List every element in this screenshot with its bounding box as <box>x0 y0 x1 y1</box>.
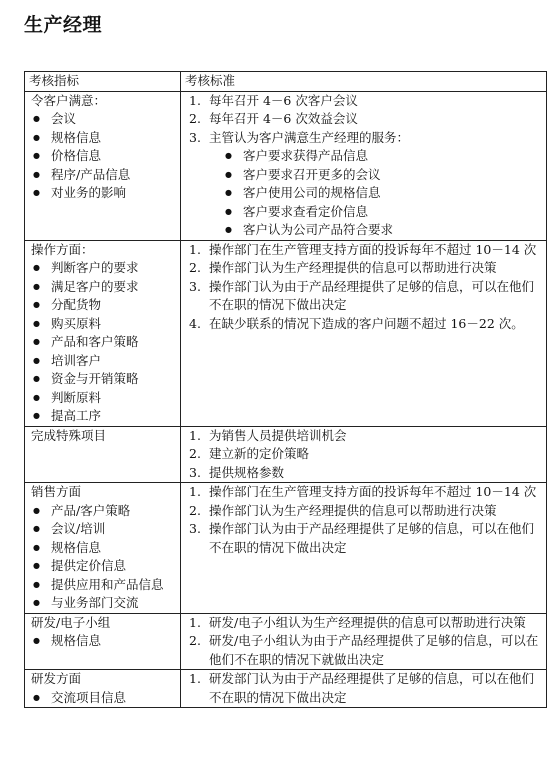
standard-item <box>185 520 542 557</box>
standard-item <box>185 445 542 464</box>
indicator-item: ● 分配货物 <box>29 296 176 315</box>
indicator-category: 研发方面 <box>31 671 82 686</box>
standard-item <box>185 427 542 446</box>
indicator-cell <box>25 613 181 670</box>
standard-number: 1. <box>189 671 201 686</box>
standard-subitem: ● 客户认为公司产品符合要求 <box>223 221 542 240</box>
indicator-item: ● 提高工序 <box>29 407 176 426</box>
standard-number: 3. <box>189 278 201 294</box>
standard-subitem: ● 客户要求获得产品信息 <box>223 147 542 166</box>
standard-subitem: ● 客户使用公司的规格信息 <box>223 184 542 203</box>
standard-item <box>185 278 542 315</box>
indicator-item: ● 价格信息 <box>29 147 176 166</box>
table-row <box>25 670 547 708</box>
indicator-category: 令客户满意： <box>31 92 107 108</box>
standard-number: 1. <box>189 427 201 443</box>
indicator-item: ● 资金与开销策略 <box>29 370 176 389</box>
standard-number: 2. <box>189 260 201 275</box>
standard-number: 1. <box>189 484 201 499</box>
indicator-list <box>29 632 176 651</box>
indicator-list <box>29 502 176 613</box>
indicator-item: ● 与业务部门交流 <box>29 594 176 613</box>
indicator-item: ● 满足客户的要求 <box>29 278 176 297</box>
standard-list <box>185 241 542 334</box>
indicator-item: ● 产品和客户策略 <box>29 333 176 352</box>
standard-list <box>185 483 542 557</box>
standard-text: 每年召开 4－6 次客户会议 <box>209 92 358 108</box>
standard-text: 研发部门认为由于产品经理提供了足够的信息，可以在他们不在职的情况下做出决定 <box>209 671 535 705</box>
table-row <box>25 426 547 483</box>
indicator-item: ● 提供应用和产品信息 <box>29 576 176 595</box>
standard-text: 在缺少联系的情况下造成的客户问题不超过 16－22 次。 <box>209 315 524 331</box>
indicator-cell <box>25 483 181 614</box>
standard-item <box>185 614 542 633</box>
indicator-item: ● 程序/产品信息 <box>29 166 176 185</box>
indicator-item: ● 交流项目信息 <box>29 689 176 708</box>
standard-text: 每年召开 4－6 次效益会议 <box>209 111 358 126</box>
standard-number: 4. <box>189 315 201 331</box>
indicator-cell <box>25 91 181 240</box>
indicator-item: ● 会议/培训 <box>29 520 176 539</box>
standard-list <box>185 670 542 707</box>
standard-text: 操作部门认为由于产品经理提供了足够的信息，可以在他们不在职的情况下做出决定 <box>209 278 535 312</box>
indicator-item: ● 购买原料 <box>29 315 176 334</box>
standard-item <box>185 241 542 260</box>
standard-text: 研发/电子小组认为生产经理提供的信息可以帮助进行决策 <box>209 614 526 630</box>
indicator-item: ● 对业务的影响 <box>29 184 176 203</box>
evaluation-table <box>24 71 547 708</box>
table-row <box>25 240 547 426</box>
standard-item <box>185 632 542 669</box>
indicator-item: ● 规格信息 <box>29 129 176 148</box>
indicator-cell <box>25 240 181 426</box>
indicator-cell <box>25 670 181 708</box>
indicator-category: 销售方面 <box>31 484 82 499</box>
standard-text: 研发/电子小组认为由于产品经理提供了足够的信息，可以在他们不在职的情况下就做出决定 <box>209 633 539 667</box>
indicator-item: ● 判断客户的要求 <box>29 259 176 278</box>
standard-item <box>185 483 542 502</box>
standard-item <box>185 259 542 278</box>
standard-item <box>185 110 542 129</box>
standard-number: 3. <box>189 129 201 145</box>
standard-number: 3. <box>189 521 201 536</box>
indicator-item: ● 培训客户 <box>29 352 176 371</box>
header-standard: 考核标准 <box>181 72 547 92</box>
indicator-item: ● 提供定价信息 <box>29 557 176 576</box>
standard-list <box>185 427 542 483</box>
table-header-row <box>25 72 547 92</box>
standard-text: 操作部门在生产管理支持方面的投诉每年不超过 10－14 次 <box>209 241 537 257</box>
indicator-list <box>29 689 176 708</box>
standard-number: 2. <box>189 502 201 518</box>
indicator-item: ● 判断原料 <box>29 389 176 408</box>
standard-item <box>185 464 542 483</box>
standard-cell <box>181 426 547 483</box>
standard-cell <box>181 483 547 614</box>
indicator-category: 操作方面： <box>31 241 94 257</box>
standard-number: 2. <box>189 111 201 126</box>
standard-text: 提供规格参数 <box>209 464 285 480</box>
indicator-item: ● 规格信息 <box>29 539 176 558</box>
indicator-list <box>29 259 176 426</box>
standard-number: 1. <box>189 92 201 108</box>
standard-item <box>185 670 542 707</box>
standard-item <box>185 315 542 334</box>
standard-number: 2. <box>189 446 201 461</box>
standard-list <box>185 92 542 240</box>
header-indicator: 考核指标 <box>25 72 181 92</box>
standard-cell <box>181 613 547 670</box>
standard-text: 为销售人员提供培训机会 <box>209 427 347 443</box>
indicator-item: ● 产品/客户策略 <box>29 502 176 521</box>
standard-number: 2. <box>189 633 201 648</box>
indicator-category: 研发/电子小组 <box>31 614 111 630</box>
page-title: 生产经理 <box>24 14 103 36</box>
standard-list <box>185 614 542 670</box>
standard-item <box>185 502 542 521</box>
indicator-item: ● 规格信息 <box>29 632 176 651</box>
table-row <box>25 91 547 240</box>
indicator-category: 完成特殊项目 <box>31 427 107 443</box>
standard-cell <box>181 91 547 240</box>
standard-number: 3. <box>189 464 201 480</box>
indicator-cell <box>25 426 181 483</box>
standard-item <box>185 129 542 240</box>
standard-text: 操作部门认为由于产品经理提供了足够的信息，可以在他们不在职的情况下做出决定 <box>209 521 535 555</box>
table-row <box>25 613 547 670</box>
standard-number: 1. <box>189 241 201 257</box>
standard-cell <box>181 240 547 426</box>
standard-item <box>185 92 542 111</box>
standard-cell <box>181 670 547 708</box>
standard-sublist <box>209 147 542 240</box>
indicator-item: ● 会议 <box>29 110 176 129</box>
standard-number: 1. <box>189 614 201 630</box>
table-row <box>25 483 547 614</box>
standard-text: 建立新的定价策略 <box>209 446 310 461</box>
standard-subitem: ● 客户要求查看定价信息 <box>223 203 542 222</box>
standard-text: 操作部门认为生产经理提供的信息可以帮助进行决策 <box>209 260 497 275</box>
standard-text: 操作部门在生产管理支持方面的投诉每年不超过 10－14 次 <box>209 484 537 499</box>
indicator-list <box>29 110 176 203</box>
standard-text: 主管认为客户满意生产经理的服务： <box>209 129 410 145</box>
standard-text: 操作部门认为生产经理提供的信息可以帮助进行决策 <box>209 502 497 518</box>
standard-subitem: ● 客户要求召开更多的会议 <box>223 166 542 185</box>
